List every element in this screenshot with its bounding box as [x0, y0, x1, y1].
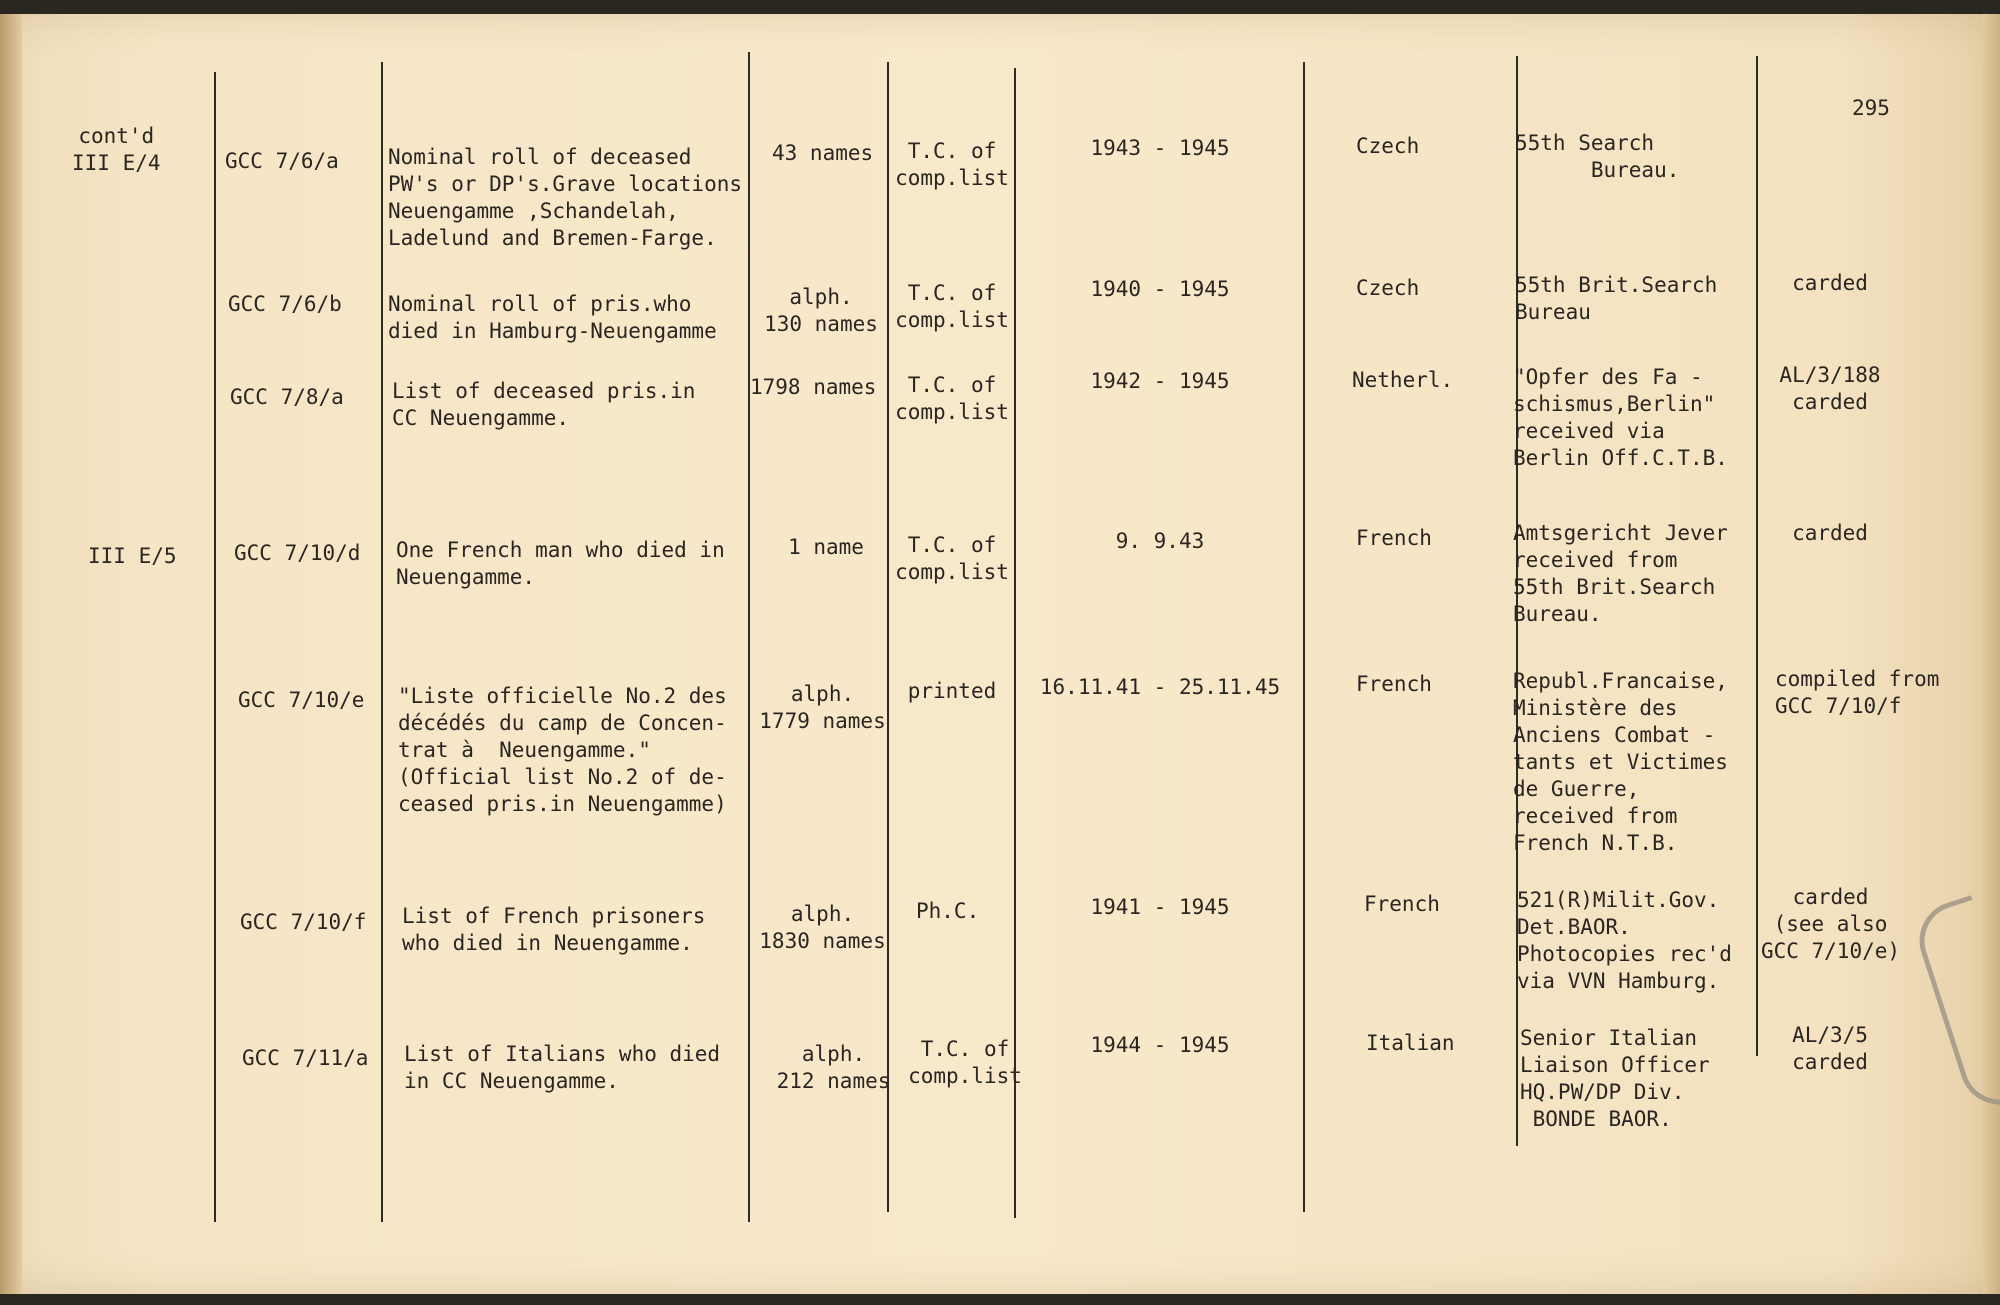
dates-cell: 1944 - 1945 — [1090, 1033, 1230, 1057]
column-rule — [381, 62, 383, 1222]
form-cell: T.C. of comp.list — [895, 139, 1009, 190]
nationality-cell: Italian — [1366, 1031, 1455, 1055]
description: Nominal roll of pris.who died in Hamburg-Neuengamme — [388, 292, 717, 343]
remarks-cell: compiled from GCC 7/10/f — [1775, 667, 1940, 718]
column-rule — [887, 62, 889, 1212]
reference-code: GCC 7/6/b — [228, 292, 342, 316]
nationality-cell: Netherl. — [1352, 368, 1454, 392]
remarks-cell: carded — [1792, 271, 1868, 295]
description: List of deceased pris.in CC Neuengamme. — [392, 379, 696, 430]
form-cell: T.C. of comp.list — [895, 281, 1009, 332]
count-cell: alph. 212 names — [776, 1042, 891, 1093]
count-cell: 43 names — [772, 141, 874, 165]
description: One French man who died in Neuengamme. — [396, 538, 725, 589]
nationality-cell: French — [1356, 672, 1432, 696]
column-rule — [214, 72, 216, 1222]
source-cell: "Opfer des Fa - schismus,Berlin" received via Berlin Off.C.T.B. — [1513, 365, 1728, 470]
count-cell: alph. 130 names — [764, 285, 878, 336]
dates-cell: 9. 9.43 — [1115, 529, 1205, 553]
source-cell: Republ.Francaise, Ministère des Anciens Combat - tants et Victimes de Guerre, received from French N.T.B. — [1513, 669, 1728, 855]
reference-code: GCC 7/8/a — [230, 385, 344, 409]
count-cell: 1 name — [788, 535, 864, 559]
nationality-cell: French — [1364, 892, 1440, 916]
column-rule — [1303, 62, 1305, 1212]
source-cell: 521(R)Milit.Gov. Det.BAOR. Photocopies rec'd via VVN Hamburg. — [1517, 888, 1732, 993]
source-cell: Amtsgericht Jever received from 55th Brit.Search Bureau. — [1513, 521, 1728, 626]
nationality-cell: Czech — [1356, 276, 1420, 300]
remarks-cell: AL/3/188 carded — [1779, 363, 1881, 414]
remarks-cell: AL/3/5 carded — [1792, 1023, 1868, 1074]
section-label: III E/5 — [88, 544, 177, 568]
reference-code: GCC 7/11/a — [242, 1046, 369, 1070]
dates-cell: 1942 - 1945 — [1090, 369, 1230, 393]
dates-cell: 1940 - 1945 — [1090, 277, 1230, 301]
nationality-cell: Czech — [1356, 134, 1420, 158]
description: Nominal roll of deceased PW's or DP's.Grave locations Neuengamme ,Schandelah, Ladelund and Bremen-Farge. — [388, 145, 743, 250]
page-number: 295 — [1852, 96, 1890, 120]
section-label: cont'd III E/4 — [72, 124, 161, 175]
nationality-cell: French — [1356, 526, 1432, 550]
source-cell: 55th Search Bureau. — [1515, 131, 1680, 182]
dates-cell: 1941 - 1945 — [1090, 895, 1230, 919]
source-cell: 55th Brit.Search Bureau — [1515, 273, 1718, 324]
reference-code: GCC 7/10/e — [238, 688, 365, 712]
source-cell: Senior Italian Liaison Officer HQ.PW/DP Div. BONDE BAOR. — [1520, 1026, 1710, 1131]
description: List of French prisoners who died in Neuengamme. — [402, 904, 706, 955]
count-cell: 1798 names — [750, 375, 877, 399]
dates-cell: 16.11.41 - 25.11.45 — [1039, 675, 1281, 699]
remarks-cell: carded (see also GCC 7/10/e) — [1760, 885, 1901, 963]
form-cell: T.C. of comp.list — [895, 373, 1009, 424]
form-cell: Ph.C. — [916, 899, 980, 923]
remarks-cell: carded — [1792, 521, 1868, 545]
reference-code: GCC 7/10/d — [234, 541, 361, 565]
count-cell: alph. 1830 names — [759, 902, 886, 953]
description: "Liste officielle No.2 des décédés du camp de Concen- trat à Neuengamme." (Official list No.2 of de- ceased pris.in Neuengamme) — [398, 684, 727, 816]
form-cell: printed — [907, 679, 997, 703]
reference-code: GCC 7/6/a — [225, 149, 339, 173]
form-cell: T.C. of comp.list — [895, 533, 1009, 584]
reference-code: GCC 7/10/f — [240, 910, 367, 934]
dates-cell: 1943 - 1945 — [1090, 136, 1230, 160]
count-cell: alph. 1779 names — [759, 682, 886, 733]
form-cell: T.C. of comp.list — [908, 1037, 1022, 1088]
column-rule — [748, 52, 750, 1222]
page-spine — [0, 14, 22, 1294]
description: List of Italians who died in CC Neuengamme. — [404, 1042, 721, 1093]
